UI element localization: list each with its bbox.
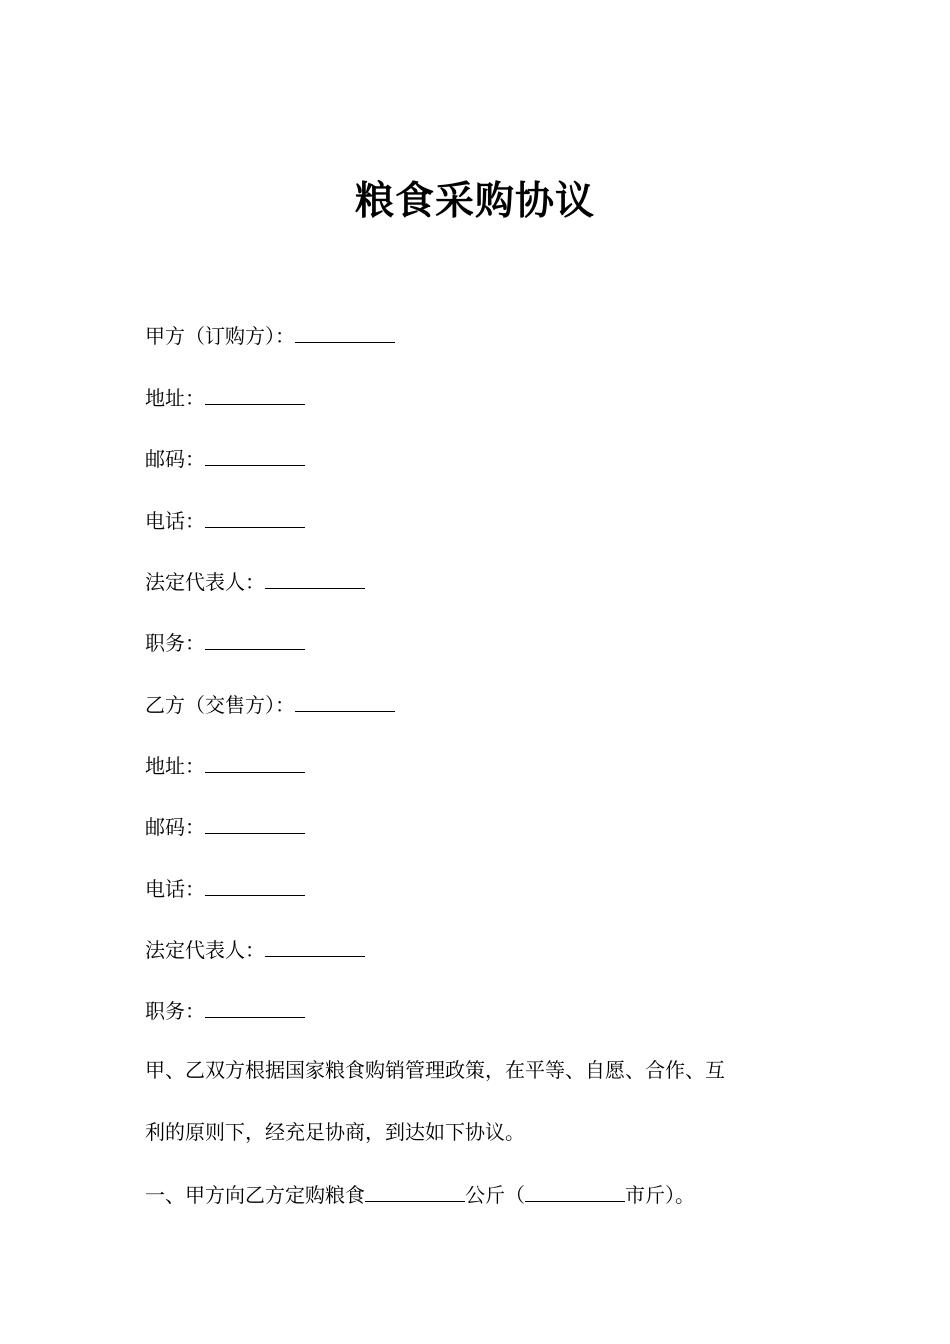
party-a-legal-rep-blank[interactable] [265,566,365,589]
party-b-postcode-label: 邮码： [145,815,205,839]
party-a-name-row [145,320,395,350]
party-b-legal-rep-label: 法定代表人： [145,938,265,962]
preamble-line-1: 甲、乙双方根据国家粮食购销管理政策，在平等、自愿、合作、互 [145,1058,725,1082]
clause-1-prefix: 一、甲方向乙方定购粮食 [145,1183,365,1207]
party-a-address-blank[interactable] [205,382,305,405]
party-b-phone-label: 电话： [145,877,205,901]
party-b-name-blank[interactable] [295,689,395,712]
party-b-position-blank[interactable] [205,995,305,1018]
party-a-address-label: 地址： [145,386,205,410]
party-b-legal-rep-blank[interactable] [265,934,365,957]
clause-1-unit-jin: 市斤）。 [625,1183,695,1207]
party-b-phone-blank[interactable] [205,873,305,896]
party-b-address-label: 地址： [145,754,205,778]
party-b-phone-row [145,873,305,903]
party-a-position-label: 职务： [145,631,205,655]
party-a-legal-rep-row [145,566,365,596]
clause-1 [145,1179,695,1209]
party-b-position-row [145,995,305,1025]
party-a-name-label: 甲方（订购方）： [145,324,295,348]
party-b-position-label: 职务： [145,999,205,1023]
party-a-postcode-row [145,443,305,473]
party-a-phone-label: 电话： [145,509,205,533]
party-b-address-row [145,750,305,780]
party-b-postcode-blank[interactable] [205,811,305,834]
party-b-name-label: 乙方（交售方）： [145,693,295,717]
party-a-address-row [145,382,305,412]
party-b-name-row [145,689,395,719]
party-a-name-blank[interactable] [295,320,395,343]
party-a-phone-row [145,505,305,535]
document-title: 粮食采购协议 [354,179,595,224]
party-b-address-blank[interactable] [205,750,305,773]
party-a-postcode-blank[interactable] [205,443,305,466]
clause-1-jin-blank[interactable] [525,1179,625,1202]
preamble-line-2: 利的原则下，经充足协商，到达如下协议。 [145,1120,525,1144]
party-a-phone-blank[interactable] [205,505,305,528]
clause-1-unit-kg: 公斤（ [465,1183,525,1207]
party-a-position-blank[interactable] [205,627,305,650]
clause-1-kg-blank[interactable] [365,1179,465,1202]
party-a-position-row [145,627,305,657]
party-b-postcode-row [145,811,305,841]
party-b-legal-rep-row [145,934,365,964]
party-a-postcode-label: 邮码： [145,447,205,471]
party-a-legal-rep-label: 法定代表人： [145,570,265,594]
